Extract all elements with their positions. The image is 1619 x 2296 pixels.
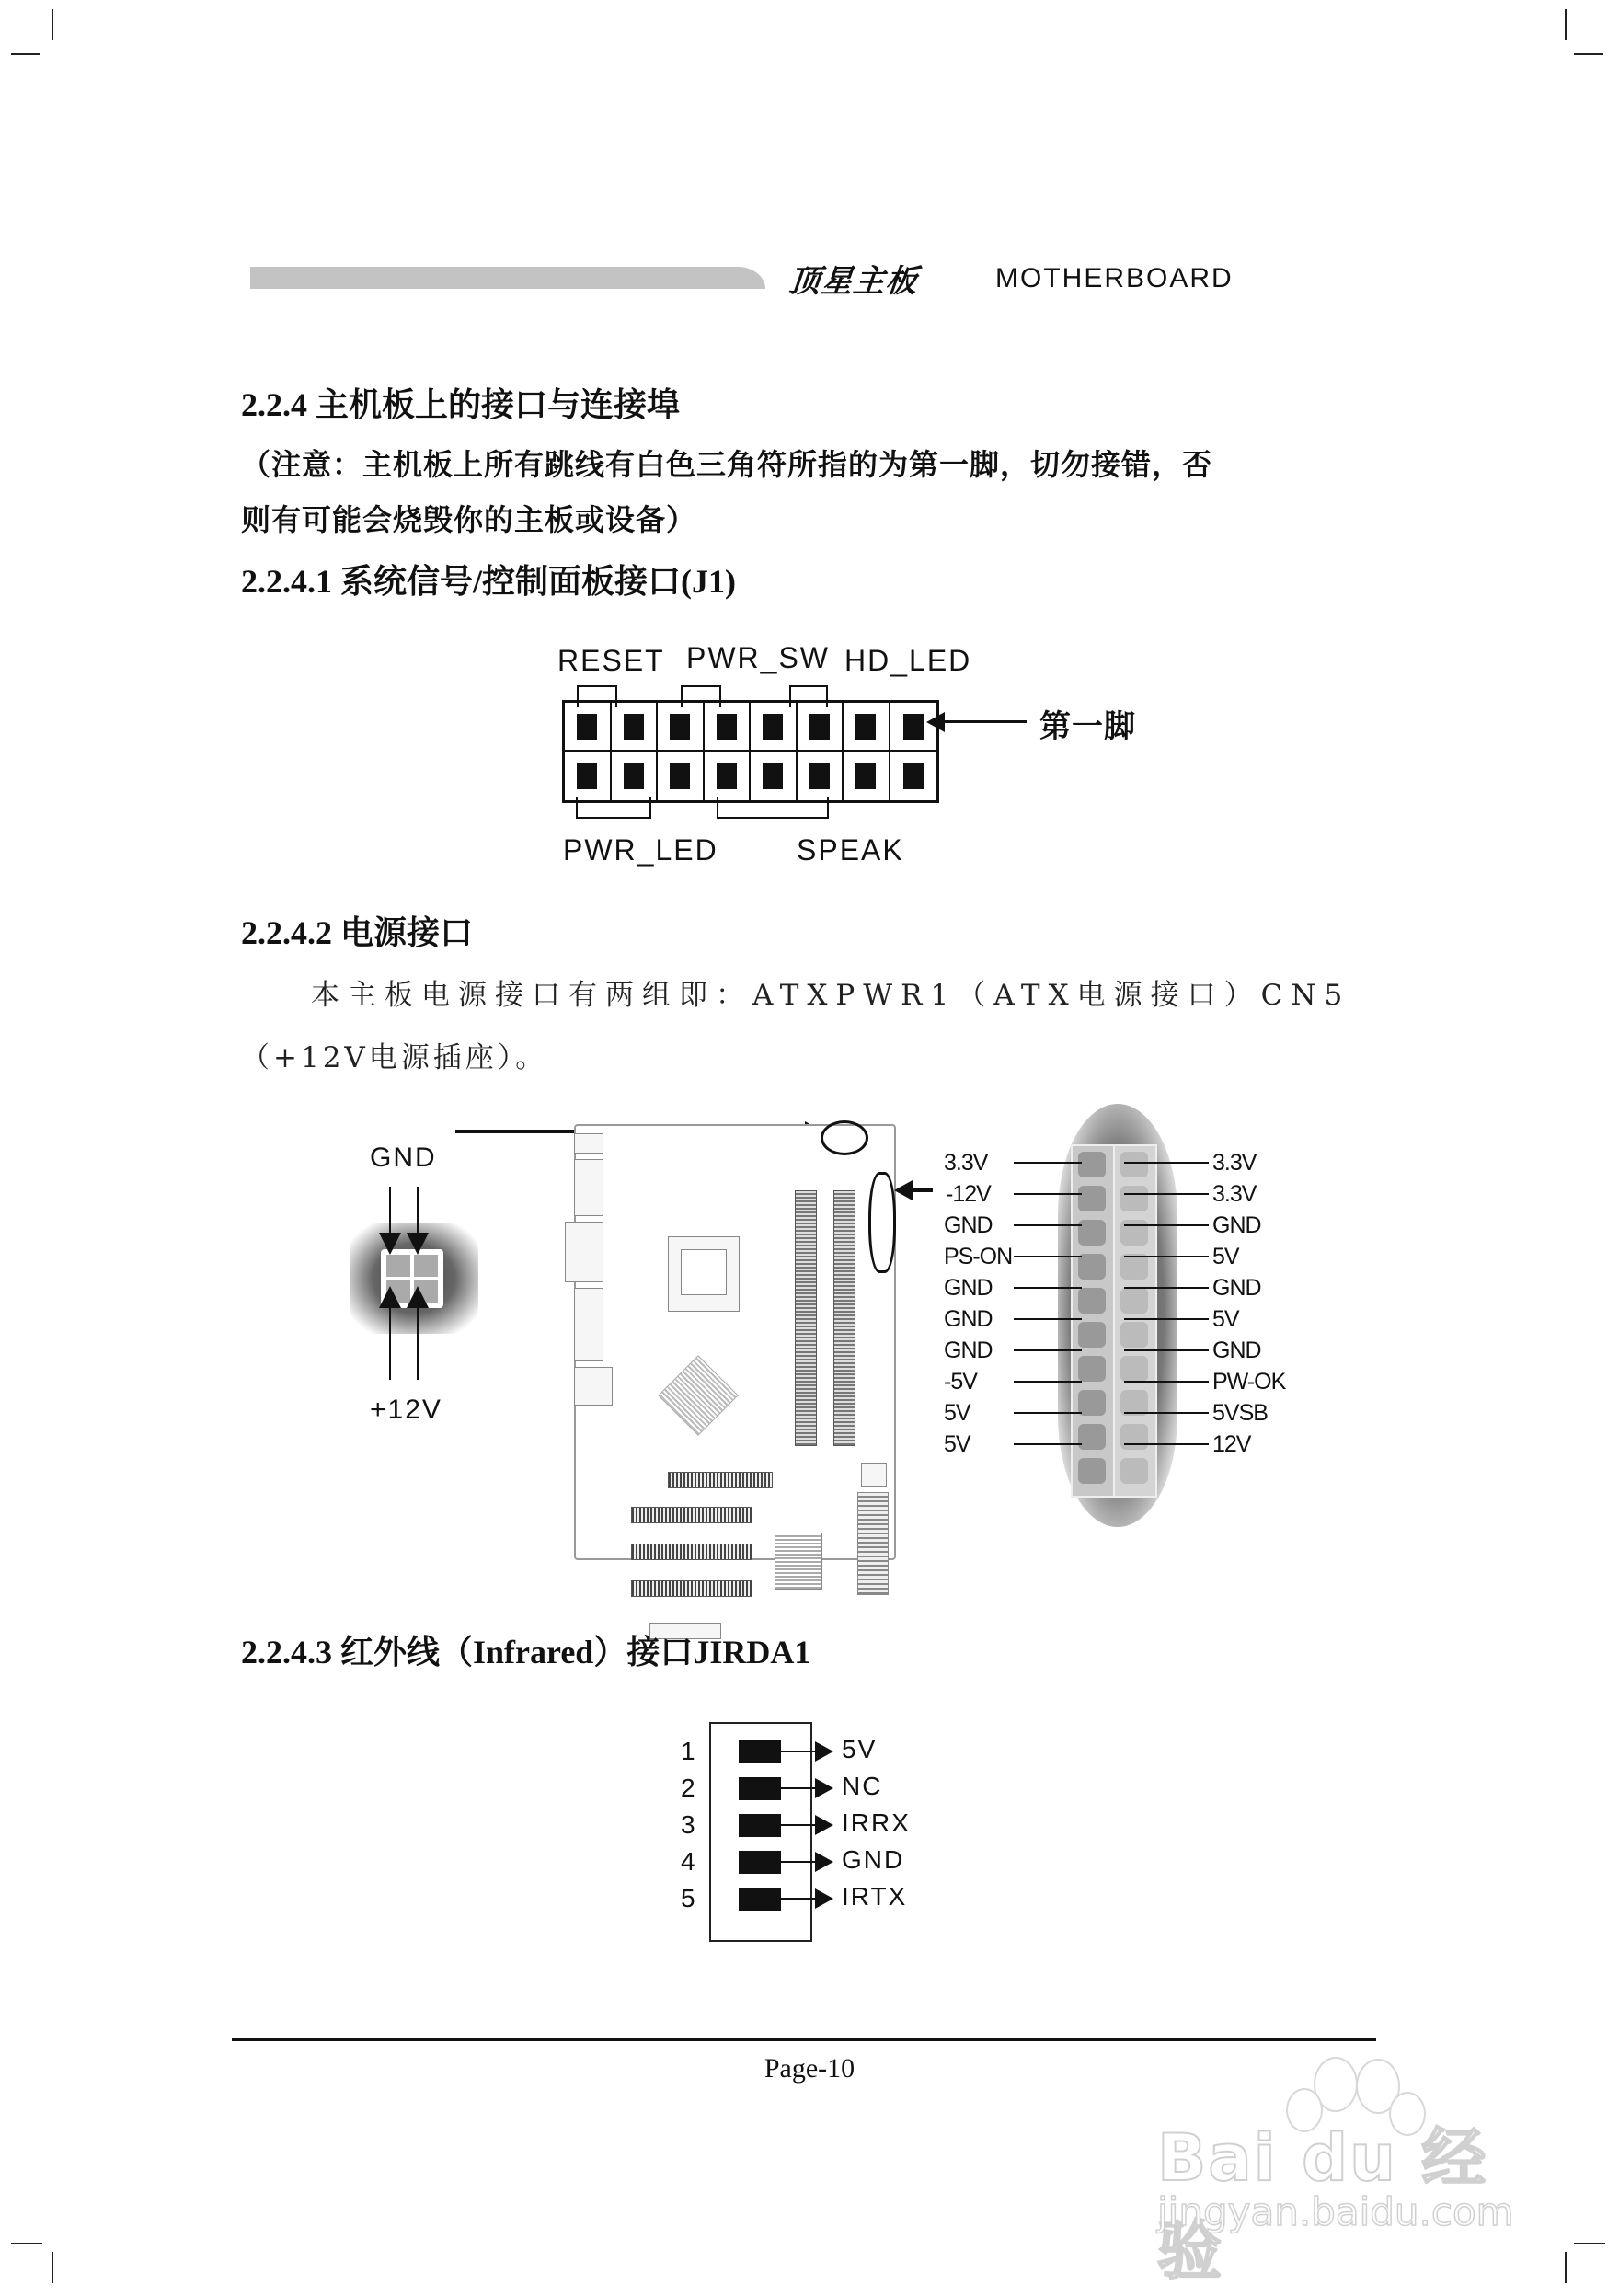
power-paragraph-line-1: 本主板电源接口有两组即：ATXPWR1（ATX电源接口）CN5 xyxy=(311,979,1351,1012)
label-pwr-sw: PWR_SW xyxy=(686,641,830,674)
label-pwr-led: PWR_LED xyxy=(563,833,718,867)
motherboard-layout-diagram xyxy=(574,1124,896,1560)
pin xyxy=(739,1814,781,1837)
baidu-watermark xyxy=(1148,2051,1534,2289)
arrow-right-icon xyxy=(815,1888,833,1909)
pin xyxy=(577,763,597,789)
atx-left-pin: 3.3V xyxy=(944,1150,988,1176)
pin xyxy=(903,763,924,789)
crop-mark xyxy=(1565,9,1567,40)
j1-header-grid xyxy=(562,700,939,803)
pin-number: 1 xyxy=(681,1737,697,1765)
atx-right-pin: 3.3V xyxy=(1212,1181,1257,1207)
atx-right-pin: 5V xyxy=(1212,1244,1239,1269)
pin xyxy=(670,714,690,740)
atx-right-pin: 5VSB xyxy=(1212,1400,1268,1426)
pin xyxy=(739,1851,781,1874)
arrow-up-icon xyxy=(407,1286,429,1308)
arrow-down-icon xyxy=(379,1233,401,1255)
atx-connector-photo xyxy=(1058,1104,1177,1527)
atx-right-pin: 12V xyxy=(1212,1431,1251,1457)
pin xyxy=(763,763,783,789)
pin-signal: 5V xyxy=(842,1735,878,1763)
pin xyxy=(717,763,737,789)
crop-mark xyxy=(11,53,40,55)
atx-right-pin: GND xyxy=(1212,1275,1261,1301)
crop-mark xyxy=(1574,2243,1605,2244)
label-reset: RESET xyxy=(557,644,665,677)
pin-number: 5 xyxy=(681,1884,697,1912)
watermark-logo: Bai du 经验 xyxy=(1157,2120,1488,2289)
section-title-2241: 2.2.4.1 系统信号/控制面板接口(J1) xyxy=(241,563,736,600)
atx-left-pin: GND xyxy=(944,1275,993,1301)
atx-left-pin: 5V xyxy=(944,1400,970,1426)
atx-highlight-ellipse xyxy=(868,1172,896,1273)
atx-left-pin: 5V xyxy=(944,1431,970,1457)
crop-mark xyxy=(1565,2252,1567,2283)
atx-left-pin: -5V xyxy=(944,1369,977,1395)
cn5-12v-label: +12V xyxy=(370,1395,442,1425)
cn5-gnd-label: GND xyxy=(370,1142,437,1173)
note-line-1: （注意：主机板上所有跳线有白色三角符所指的为第一脚，切勿接错，否 xyxy=(241,448,1213,481)
footer-divider xyxy=(232,2038,1376,2041)
note-line-2: 则有可能会烧毁你的主板或设备） xyxy=(241,503,697,536)
atx-right-pin: 3.3V xyxy=(1212,1150,1257,1176)
header-bar xyxy=(250,267,765,289)
pin xyxy=(763,714,783,740)
pin-1 xyxy=(903,714,924,740)
pin-number: 3 xyxy=(681,1810,697,1839)
bracket-speak xyxy=(717,797,829,819)
brand-logo-en: MOTHERBOARD xyxy=(995,263,1234,293)
pin-signal: IRTX xyxy=(842,1882,908,1911)
atx-pointer-line xyxy=(913,1188,933,1192)
bracket-pwr-led xyxy=(576,797,651,819)
pin-number: 2 xyxy=(681,1774,697,1802)
pin xyxy=(739,1740,781,1763)
cn5-highlight-ellipse xyxy=(821,1120,868,1155)
atx-right-pin: PW-OK xyxy=(1212,1369,1286,1395)
pin-signal: NC xyxy=(842,1772,883,1800)
pin xyxy=(624,763,644,789)
pin xyxy=(739,1888,781,1911)
atx-right-pin: 5V xyxy=(1212,1306,1239,1332)
pin-number: 4 xyxy=(681,1847,697,1876)
arrow-left-icon xyxy=(894,1180,913,1200)
arrow-right-icon xyxy=(815,1741,833,1762)
crop-mark xyxy=(1574,53,1603,55)
arrow-right-icon xyxy=(815,1778,833,1798)
pin xyxy=(855,763,876,789)
pin xyxy=(810,714,830,740)
crop-mark xyxy=(52,9,53,40)
arrow-up-icon xyxy=(379,1286,401,1308)
atx-left-pin: GND xyxy=(944,1212,993,1238)
section-title-224: 2.2.4 主机板上的接口与连接埠 xyxy=(241,386,681,423)
pin1-label: 第一脚 xyxy=(1039,710,1136,744)
atx-right-pin: GND xyxy=(1212,1337,1261,1363)
label-hd-led: HD_LED xyxy=(844,644,972,677)
atx-left-pin: GND xyxy=(944,1337,993,1363)
pin xyxy=(810,763,830,789)
pointer-line xyxy=(942,720,1027,723)
pin xyxy=(670,763,690,789)
watermark-url: jingyan.baidu.com xyxy=(1157,2189,1514,2234)
atx-right-pin: GND xyxy=(1212,1212,1261,1238)
crop-mark xyxy=(11,2243,42,2244)
label-speak: SPEAK xyxy=(797,833,904,867)
jirda1-header-box xyxy=(709,1722,812,1942)
arrow-down-icon xyxy=(407,1233,429,1255)
atx-left-pin: -12V xyxy=(946,1181,991,1207)
brand-logo-cn: 顶星主板 xyxy=(787,263,920,300)
pin xyxy=(624,714,644,740)
pin-signal: GND xyxy=(842,1845,905,1874)
atx-left-pin: PS-ON xyxy=(944,1244,1013,1269)
atx-left-pin: GND xyxy=(944,1306,993,1332)
arrow-right-icon xyxy=(815,1815,833,1835)
pin xyxy=(855,714,876,740)
pin xyxy=(577,714,597,740)
power-paragraph-line-2: （+12V电源插座）。 xyxy=(241,1041,548,1074)
pin-signal: IRRX xyxy=(842,1808,911,1837)
section-title-2242: 2.2.4.2 电源接口 xyxy=(241,914,474,951)
arrow-right-icon xyxy=(815,1852,833,1872)
pin xyxy=(739,1777,781,1800)
section-title-2243: 2.2.4.3 红外线（Infrared）接口JIRDA1 xyxy=(241,1634,811,1670)
crop-mark xyxy=(52,2252,53,2283)
page-number: Page-10 xyxy=(764,2053,855,2084)
pin xyxy=(717,714,737,740)
